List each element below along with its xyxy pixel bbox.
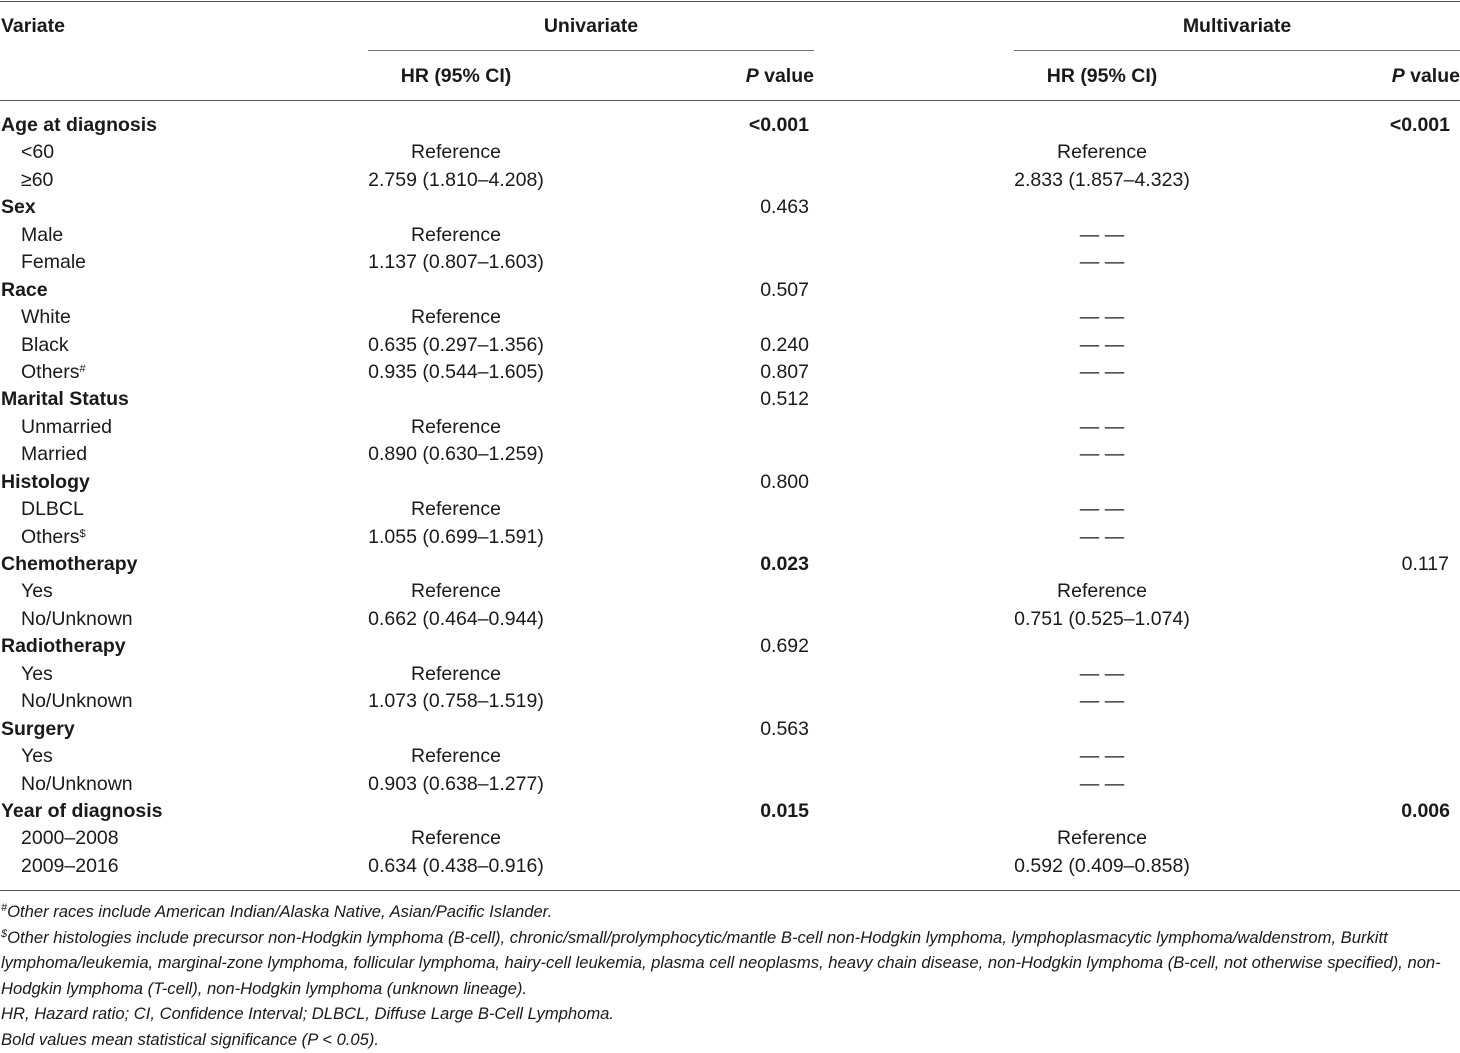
row-label [1, 277, 48, 304]
table-bottom-rule [0, 890, 1460, 891]
row-label [1, 716, 75, 743]
row-label-text: Others [21, 525, 80, 548]
multivariate-hr-cell: — — [1079, 498, 1125, 521]
table-row [0, 222, 1460, 249]
footnote-marker-hash: # [1, 902, 8, 914]
table-row-category [0, 469, 1460, 496]
row-label [21, 441, 87, 468]
table-row-category [0, 716, 1460, 743]
row-label [21, 524, 86, 551]
univariate-hr-cell: Reference [411, 745, 501, 768]
univariate-p-cell: 0.692 [760, 635, 809, 658]
univariate-hr-cell: Reference [411, 662, 501, 685]
univariate-hr-cell: 0.903 (0.638–1.277) [368, 772, 544, 795]
row-label-text: Race [1, 278, 48, 301]
table-row [0, 743, 1460, 770]
univariate-hr-cell: Reference [411, 223, 501, 246]
row-label [1, 798, 162, 825]
row-label [21, 496, 84, 523]
univariate-p-cell: 0.807 [760, 360, 809, 383]
univariate-p-cell: 0.507 [760, 278, 809, 301]
multivariate-p-cell: 0.117 [1401, 553, 1449, 575]
multivariate-hr-cell: 0.592 (0.409–0.858) [1014, 854, 1190, 877]
multivariate-hr-cell: — — [1079, 251, 1125, 274]
univariate-hr-cell: 0.935 (0.544–1.605) [368, 360, 544, 383]
univariate-hr-cell: Reference [411, 141, 501, 164]
multivariate-hr-cell: — — [1079, 360, 1125, 383]
header-multivariate: Multivariate [1182, 15, 1292, 37]
multivariate-hr-cell: — — [1079, 690, 1125, 713]
row-label-text: Female [21, 251, 87, 274]
multivariate-hr-cell: 2.833 (1.857–4.323) [1014, 168, 1190, 191]
row-label-text: Unmarried [21, 415, 113, 438]
table-row-category [0, 194, 1460, 221]
row-label [1, 194, 36, 221]
header-p-italic: P [745, 65, 759, 87]
footnote-histologies-text: Other histologies include precursor non-Hodgkin lymphoma (B-cell), chronic/small/prolymphocytic/mantle B-cell non-Hodgkin lymphoma, lymphoplasmacytic lymphoma/waldenstrom, Burkitt lymphoma/leukemia, marginal-zone lymphoma, follicular lymphoma, hairy-cell leukemia, plasma cell neoplasms, heavy chain disease, non-Hodgkin lymphoma (B-cell, not otherwise specified), non-Hodgkin lymphoma (T-cell), non-Hodgkin lymphoma (unknown lineage). [1, 927, 1441, 998]
row-label [21, 167, 53, 194]
table-row-category [0, 633, 1460, 660]
table-row [0, 441, 1460, 468]
row-label-text: Sex [1, 196, 36, 219]
row-label [1, 386, 129, 413]
row-label-text: Married [21, 443, 88, 466]
table-row [0, 496, 1460, 523]
table-row-category [0, 386, 1460, 413]
univariate-p-cell: 0.512 [760, 388, 809, 411]
univariate-hr-cell: Reference [411, 827, 501, 850]
table-row [0, 414, 1460, 441]
univariate-p-cell: 0.023 [760, 553, 809, 575]
multivariate-hr-cell: — — [1079, 662, 1125, 685]
univariate-spanner-rule [368, 50, 814, 51]
row-label-text: Yes [21, 662, 53, 685]
multivariate-hr-cell: Reference [1057, 141, 1147, 164]
header-p-rest: value [1404, 65, 1460, 87]
row-label [21, 222, 63, 249]
table-row [0, 771, 1460, 798]
row-label [1, 633, 126, 660]
row-label-text: No/Unknown [21, 772, 133, 795]
table-top-rule [0, 1, 1460, 2]
table-row [0, 661, 1460, 688]
table-row-category [0, 277, 1460, 304]
row-label [21, 606, 133, 633]
row-label-text: <60 [21, 141, 55, 164]
table-row-category [0, 112, 1460, 139]
table-row-category [0, 798, 1460, 825]
footnote-significance: Bold values mean statistical significance (P < 0.05). [1, 1029, 380, 1049]
row-label-text: Chemotherapy [1, 553, 138, 575]
table-row [0, 167, 1460, 194]
univariate-p-cell: 0.563 [760, 717, 809, 740]
table-row [0, 606, 1460, 633]
row-label-text: Yes [21, 580, 53, 603]
row-label-text: No/Unknown [21, 607, 133, 630]
multivariate-p-cell: <0.001 [1389, 114, 1450, 136]
header-multivariate-hr: HR (95% CI) [1046, 65, 1158, 87]
header-univariate-p [700, 64, 814, 88]
univariate-p-cell: 0.800 [760, 470, 809, 493]
multivariate-spanner-rule [1014, 50, 1460, 51]
row-label [21, 825, 119, 852]
univariate-hr-cell: 0.890 (0.630–1.259) [368, 443, 544, 466]
multivariate-hr-cell: — — [1079, 415, 1125, 438]
univariate-p-cell: 0.240 [760, 333, 809, 356]
row-label-text: No/Unknown [21, 690, 133, 713]
univariate-hr-cell: 1.073 (0.758–1.519) [368, 690, 544, 713]
univariate-p-cell: 0.015 [760, 799, 809, 822]
header-bottom-rule [0, 100, 1460, 101]
row-label-text: DLBCL [21, 498, 84, 521]
table-footnotes [1, 899, 1459, 1053]
row-label [21, 853, 119, 880]
univariate-hr-cell: Reference [411, 415, 501, 438]
row-label [21, 578, 53, 605]
row-label-text: Black [21, 333, 69, 356]
footnote-abbreviations: HR, Hazard ratio; CI, Confidence Interval; DLBCL, Diffuse Large B-Cell Lymphoma. [1, 1004, 615, 1024]
table-row [0, 332, 1460, 359]
table-row [0, 304, 1460, 331]
table-row [0, 853, 1460, 880]
univariate-hr-cell: Reference [411, 306, 501, 329]
multivariate-hr-cell: 0.751 (0.525–1.074) [1014, 607, 1190, 630]
row-label-text: ≥60 [21, 168, 54, 191]
table-row-category [0, 551, 1460, 578]
row-label-text: Others [21, 360, 80, 383]
univariate-p-cell: <0.001 [748, 114, 809, 136]
multivariate-hr-cell: — — [1079, 223, 1125, 246]
row-label-text: Yes [21, 745, 53, 768]
footnote-races-text: Other races include American Indian/Alaska Native, Asian/Pacific Islander. [7, 902, 553, 921]
row-label-text: Age at diagnosis [1, 114, 158, 136]
row-label-text: Radiotherapy [1, 635, 126, 658]
row-label [1, 551, 138, 578]
row-label [1, 469, 90, 496]
table-row [0, 825, 1460, 852]
row-label [21, 743, 53, 770]
row-label-text: 2009–2016 [21, 854, 119, 877]
multivariate-hr-cell: — — [1079, 525, 1125, 548]
row-label [21, 688, 133, 715]
row-label-text: Surgery [1, 717, 75, 740]
footnote-histologies [1, 925, 1459, 1002]
univariate-hr-cell: 0.634 (0.438–0.916) [368, 854, 544, 877]
univariate-p-cell: 0.463 [760, 196, 809, 219]
multivariate-hr-cell: — — [1079, 772, 1125, 795]
univariate-hr-cell: 0.662 (0.464–0.944) [368, 607, 544, 630]
multivariate-hr-cell: — — [1079, 306, 1125, 329]
header-univariate: Univariate [543, 15, 639, 37]
row-label [21, 414, 112, 441]
footnote-marker-dollar: $ [1, 927, 8, 940]
multivariate-hr-cell: — — [1079, 443, 1125, 466]
row-label [21, 332, 69, 359]
row-label-text: Histology [1, 470, 90, 493]
multivariate-hr-cell: Reference [1057, 827, 1147, 850]
row-label [21, 249, 86, 276]
multivariate-hr-cell: — — [1079, 333, 1125, 356]
table-row [0, 688, 1460, 715]
table-row [0, 249, 1460, 276]
header-p-italic: P [1391, 65, 1405, 87]
header-univariate-hr: HR (95% CI) [400, 65, 512, 87]
row-label-text: Male [21, 223, 64, 246]
table-row [0, 139, 1460, 166]
row-label [21, 661, 53, 688]
row-label-text: Marital Status [1, 388, 129, 411]
univariate-hr-cell: 1.055 (0.699–1.591) [368, 525, 544, 548]
row-label [21, 139, 54, 166]
row-label [1, 112, 157, 139]
row-label [21, 359, 86, 386]
header-multivariate-p [1330, 64, 1460, 88]
table-row [0, 578, 1460, 605]
multivariate-hr-cell: — — [1079, 745, 1125, 768]
table-row [0, 359, 1460, 386]
row-label-footnote-marker: $ [79, 527, 86, 540]
row-label [21, 771, 133, 798]
row-label-text: White [21, 306, 71, 329]
univariate-hr-cell: 1.137 (0.807–1.603) [368, 251, 544, 274]
table-body [0, 112, 1460, 880]
univariate-hr-cell: Reference [411, 498, 501, 521]
header-variate: Variate [1, 15, 65, 37]
row-label-text: 2000–2008 [21, 827, 119, 850]
footnote-races [1, 899, 1459, 925]
univariate-hr-cell: 2.759 (1.810–4.208) [368, 168, 544, 191]
univariate-hr-cell: 0.635 (0.297–1.356) [368, 333, 544, 356]
header-p-rest: value [758, 65, 814, 87]
univariate-hr-cell: Reference [411, 580, 501, 603]
row-label-footnote-marker: # [79, 362, 86, 375]
row-label-text: Year of diagnosis [1, 799, 163, 822]
table-row [0, 524, 1460, 551]
multivariate-p-cell: 0.006 [1401, 799, 1450, 822]
row-label [21, 304, 71, 331]
multivariate-hr-cell: Reference [1057, 580, 1147, 603]
